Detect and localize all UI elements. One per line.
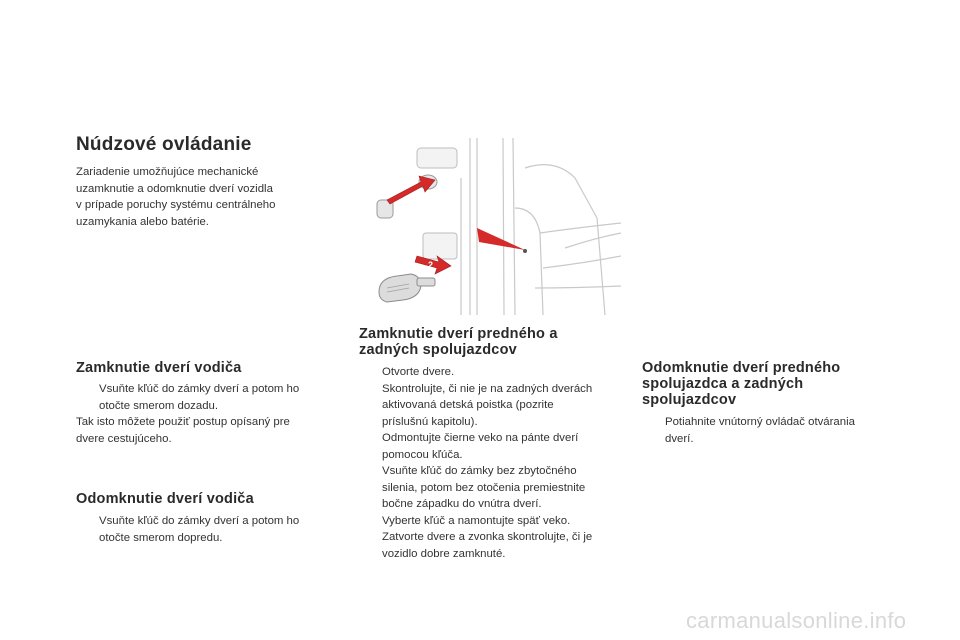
door-lock-drawing [365,138,621,315]
page-title: Núdzové ovládanie [76,134,252,155]
section-title-lock-driver: Zamknutie dverí vodiča [76,360,242,376]
list-item: Vsuňte kľúč do zámky bez zbytočného silenia, potom bez otočenia premiestnite bočne západku do vnútra dverí. [382,465,586,510]
intro-line: uzamknutie a odomknutie dverí vozidla [76,182,273,195]
list-item: Skontrolujte, či nie je na zadných dverách aktivovaná detská poistka (pozrite príslušnú kapitolu). [382,382,593,428]
footer-watermark: carmanualsonline.info [686,608,907,633]
intro-line: v prípade poruchy systému centrálneho [76,199,276,211]
section-lock-driver [76,381,338,447]
list-item: Potiahnite vnútorný ovládač otvárania dverí. [665,416,855,445]
section-title-unlock-driver: Odomknutie dverí vodiča [76,491,254,507]
pointer-triangle [477,228,525,250]
section-lock-passenger [359,364,629,562]
list-item: Odmontujte čierne veko na pánte dverí pomocou kľúča. [382,432,579,461]
section-title-unlock-passenger: Odomknutie dverí predného spolujazdca a zadných spolujazdcov [642,360,841,408]
label-2: 2 [428,260,434,270]
list-item: Vsuňte kľúč do zámky dverí a potom ho otočte smerom dozadu. [99,383,300,412]
label-1: 1 [393,200,399,210]
intro-text [76,164,326,230]
door-lock-illustration [365,138,621,315]
list-item: Vyberte kľúč a namontujte späť veko. [382,514,571,527]
list-item: Zatvorte dvere a zvonka skontrolujte, či je vozidlo dobre zamknuté. [382,531,593,560]
section-title-lock-passenger: Zamknutie dverí predného a zadných spolujazdcov [359,326,558,358]
list-item: Vsuňte kľúč do zámky dverí a potom ho otočte smerom dopredu. [99,515,300,544]
list-item: Otvorte dvere. [382,366,455,378]
section-unlock-passenger [642,414,892,447]
intro-line: Zariadenie umožňujúce mechanické [76,166,259,178]
note-text: Tak isto môžete použiť postup opísaný pre dvere cestujúceho. [76,416,290,445]
section-unlock-driver [76,513,338,546]
intro-line: uzamykania alebo batérie. [76,215,209,228]
